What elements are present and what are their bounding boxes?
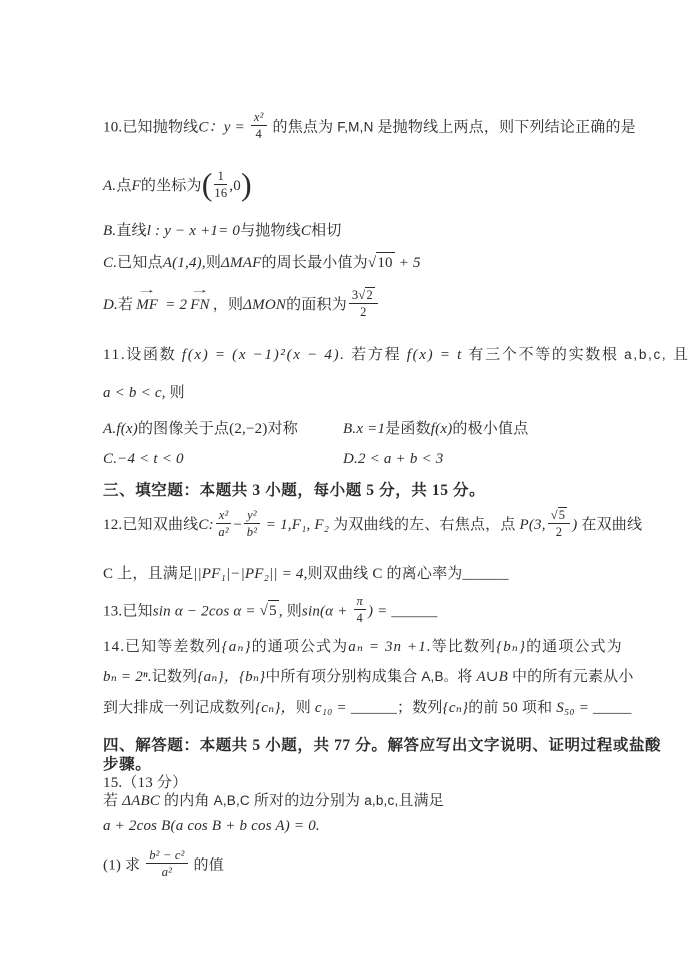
- q12-stem-2: [103, 564, 509, 584]
- text-run: a,b,c,: [624, 347, 668, 362]
- math-run: bₙ = 2ⁿ.: [103, 669, 152, 685]
- text-run: 12.已知双曲线: [103, 516, 199, 533]
- math-run: c₁₀ =: [314, 700, 351, 716]
- text-run: 的值: [189, 857, 224, 874]
- q13-stem: [103, 596, 438, 628]
- text-run: A,B,C: [213, 793, 250, 808]
- option-letter: A.: [103, 178, 117, 195]
- math-run: f(x) = t: [406, 347, 463, 363]
- square-root: [551, 507, 568, 522]
- section-title: 步骤。: [103, 756, 152, 773]
- option-letter: C.: [103, 255, 118, 271]
- denominator: 16: [214, 186, 228, 201]
- numerator: [349, 287, 378, 304]
- fraction: [244, 508, 260, 540]
- text-run: 且满足: [398, 793, 445, 809]
- math-run: 2 < a + b < 3: [357, 451, 444, 467]
- radicand: 5: [268, 600, 279, 621]
- numerator: 1: [214, 169, 227, 185]
- text-run: 则双曲线 C 的离心率为: [307, 566, 463, 582]
- math-run: −: [233, 516, 243, 533]
- text-run: , 则: [278, 603, 302, 620]
- text-run: 10.已知抛物线: [103, 119, 199, 136]
- left-paren: (: [201, 166, 213, 202]
- blank-line: ______: [391, 603, 438, 620]
- text-run: A,B。: [421, 669, 458, 684]
- numerator: [548, 507, 571, 524]
- text-run: 的极小值点: [452, 421, 529, 437]
- fraction: [251, 110, 267, 142]
- text-run: 在双曲线: [577, 516, 643, 533]
- math-run: l : y − x +1= 0: [146, 223, 241, 239]
- math-run: sin(α +: [301, 603, 352, 620]
- math-run: sin α − 2cos α =: [152, 603, 260, 620]
- text-run: a,b,c,: [364, 793, 399, 808]
- blank-line: ______；: [350, 700, 413, 716]
- text-run: 若方程: [345, 347, 407, 363]
- blank-line: _____: [593, 700, 632, 716]
- math-run: f(x): [430, 421, 453, 437]
- math-run: C:: [198, 516, 214, 533]
- math-run: a + 2cos B(a cos B + b cos A) = 0.: [103, 818, 320, 834]
- option-letter: A.: [103, 421, 117, 437]
- text-run: 的通项公式为: [526, 639, 623, 655]
- fraction: [216, 508, 232, 540]
- text-run: 有三个不等的实数根: [462, 347, 625, 363]
- math-run: ΔMAF: [221, 255, 262, 271]
- math-run: = 2: [161, 296, 188, 313]
- q15-part-1: [103, 850, 224, 882]
- numerator: x²: [251, 110, 267, 126]
- math-run: y =: [223, 119, 249, 136]
- math-run: {aₙ}，: [197, 669, 239, 685]
- text-run: 点: [116, 178, 132, 195]
- q10-option-c: [103, 252, 421, 273]
- math-run: ): [572, 516, 578, 533]
- q11-stem-2: [103, 383, 185, 403]
- text-run: (1) 求: [103, 857, 145, 874]
- q10-option-a: [103, 165, 252, 208]
- math-run: {bₙ}: [496, 639, 527, 655]
- q10-option-b: [103, 221, 342, 241]
- section-title: 三、填空题：本题共 3 小题，每小题 5 分，共 15 分。: [103, 482, 486, 499]
- q14-stem-3: [103, 698, 632, 718]
- math-run: A∪B: [476, 669, 509, 685]
- text-run: 到大排成一列记成数列: [103, 700, 256, 716]
- radicand: 10: [376, 252, 394, 273]
- text-run: 则: [205, 255, 222, 271]
- math-run: F₁, F₂: [291, 516, 330, 533]
- radicand: 5: [558, 508, 566, 522]
- text-run: 的坐标为: [140, 178, 202, 195]
- text-run: 则: [295, 700, 315, 716]
- math-run: S₅₀ =: [556, 700, 594, 716]
- square-root: [358, 287, 375, 302]
- math-run: −4 < t < 0: [117, 451, 184, 467]
- denominator: a²: [161, 865, 173, 880]
- denominator: 4: [255, 127, 262, 142]
- numerator: x²: [216, 508, 232, 524]
- section-title: 四、解答题：本题共 5 小题，共 77 分。解答应写出文字说明、证明过程或盐酸: [103, 737, 662, 754]
- text-run: 与抛物线: [240, 223, 301, 239]
- radical-sign: √: [358, 288, 366, 302]
- math-run: P(3,: [519, 516, 546, 533]
- q10-stem: [103, 112, 636, 144]
- denominator: 2: [360, 305, 367, 320]
- vector: [189, 284, 211, 315]
- square-root: [260, 600, 279, 621]
- math-run: ,0: [229, 178, 241, 195]
- text-run: 记数列: [151, 669, 198, 685]
- numerator: b² − c²: [146, 848, 187, 864]
- math-run: FN: [190, 296, 210, 313]
- q12-stem: [103, 509, 642, 542]
- q11-options-cd: [103, 449, 443, 469]
- right-paren: ): [240, 166, 252, 202]
- vector-arrow: →: [189, 284, 211, 296]
- math-run: ||PF₁|−|PF₂|| = 4,: [193, 566, 308, 582]
- text-run: 中所有项分别构成集合: [265, 669, 422, 685]
- text-run: 是函数: [385, 421, 431, 437]
- q11-option-a: [103, 419, 343, 439]
- option-letter: C.: [103, 451, 118, 467]
- denominator: b²: [246, 524, 258, 539]
- vector: [136, 284, 159, 315]
- text-run: 14.已知等差数列: [103, 639, 222, 655]
- text-run: 的图像关于点: [137, 421, 230, 437]
- text-run: 13.已知: [103, 603, 153, 620]
- text-run: 是抛物线上两点，则下列结论正确的是: [373, 119, 636, 136]
- fraction: [354, 594, 366, 626]
- q11-option-b: [343, 419, 528, 439]
- math-run: MF: [136, 296, 159, 313]
- radical-sign: √: [550, 508, 558, 522]
- text-run: 已知点: [117, 255, 163, 271]
- q11-option-d: [343, 449, 443, 469]
- math-run: x =1: [356, 421, 386, 437]
- math-run: + 5: [394, 255, 421, 271]
- math-run: {cₙ}，: [255, 700, 296, 716]
- math-run: ΔABC: [122, 793, 161, 809]
- vector-arrow: →: [137, 284, 158, 296]
- section-3-header: [103, 481, 485, 502]
- coefficient: 3: [351, 288, 359, 302]
- text-run: 中的所有元素从小: [508, 669, 634, 685]
- math-run: C: [300, 223, 312, 239]
- math-run: (2,−2): [229, 421, 268, 437]
- math-run: F: [131, 178, 141, 195]
- q10-option-d: [103, 284, 380, 322]
- option-letter: B.: [103, 223, 117, 239]
- radical-sign: √: [259, 603, 269, 620]
- math-run: = 1,: [261, 516, 292, 533]
- text-run: 若: [103, 793, 123, 809]
- math-run: aₙ = 3n +1.: [348, 639, 432, 655]
- radicand: 2: [366, 288, 373, 302]
- text-run: ，则: [212, 296, 244, 313]
- text-run: 的周长最小值为: [261, 255, 368, 271]
- option-letter: D.: [103, 296, 118, 313]
- q14-stem-2: [103, 667, 634, 687]
- denominator: 4: [356, 611, 363, 626]
- text-run: 将: [457, 669, 477, 685]
- text-run: 等比数列: [431, 639, 497, 655]
- option-letter: B.: [343, 421, 357, 437]
- text-run: 若: [117, 296, 134, 313]
- text-run: 的焦点为: [268, 119, 338, 136]
- fraction: [214, 169, 227, 201]
- section-4-header: [103, 736, 661, 757]
- text-run: 的面积为: [286, 296, 347, 313]
- text-run: 11.设函数: [103, 347, 182, 363]
- text-run: F,M,N: [337, 119, 374, 135]
- q15-stem: [103, 791, 444, 811]
- math-run: C：: [198, 119, 224, 136]
- square-root: [368, 252, 395, 273]
- text-run: 直线: [116, 223, 147, 239]
- blank-line: ______: [462, 566, 509, 582]
- math-run: {aₙ}: [221, 639, 252, 655]
- denominator: 2: [555, 525, 563, 540]
- denominator: a²: [218, 524, 229, 539]
- math-run: a < b < c,: [103, 385, 170, 401]
- text-run: C 上，且满足: [103, 566, 194, 582]
- fraction: [349, 287, 378, 320]
- q14-stem: [103, 637, 623, 657]
- q11-stem: [103, 345, 690, 365]
- text-run: 且: [667, 347, 690, 363]
- text-run: 的前 50 项和: [468, 700, 557, 716]
- math-run: A(1,4),: [162, 255, 206, 271]
- q15-equation: [103, 816, 320, 836]
- text-run: 所对的边分别为: [249, 793, 365, 809]
- math-run: f(x): [116, 421, 138, 437]
- numerator: π: [354, 594, 366, 610]
- math-run: ΔMON: [243, 296, 287, 313]
- q11-options-ab: [103, 419, 528, 439]
- text-run: 相切: [311, 223, 342, 239]
- numerator: y²: [244, 508, 260, 524]
- text-run: 则: [169, 385, 185, 401]
- radical-sign: √: [367, 255, 377, 271]
- q11-option-c: [103, 449, 343, 469]
- text-run: 的通项公式为: [251, 639, 349, 655]
- fraction: [548, 507, 571, 540]
- fraction: [146, 848, 187, 880]
- math-run: {bₙ}: [238, 669, 266, 685]
- text-run: 15.（13 分）: [103, 775, 188, 791]
- text-run: 为双曲线的左、右焦点，点: [329, 516, 520, 533]
- math-run: ) =: [368, 603, 392, 620]
- text-run: 对称: [267, 421, 298, 437]
- text-run: 的内角: [160, 793, 214, 809]
- option-letter: D.: [343, 451, 358, 467]
- math-run: {cₙ}: [442, 700, 469, 716]
- text-run: 数列: [412, 700, 443, 716]
- math-run: f(x) = (x −1)²(x − 4).: [181, 347, 346, 363]
